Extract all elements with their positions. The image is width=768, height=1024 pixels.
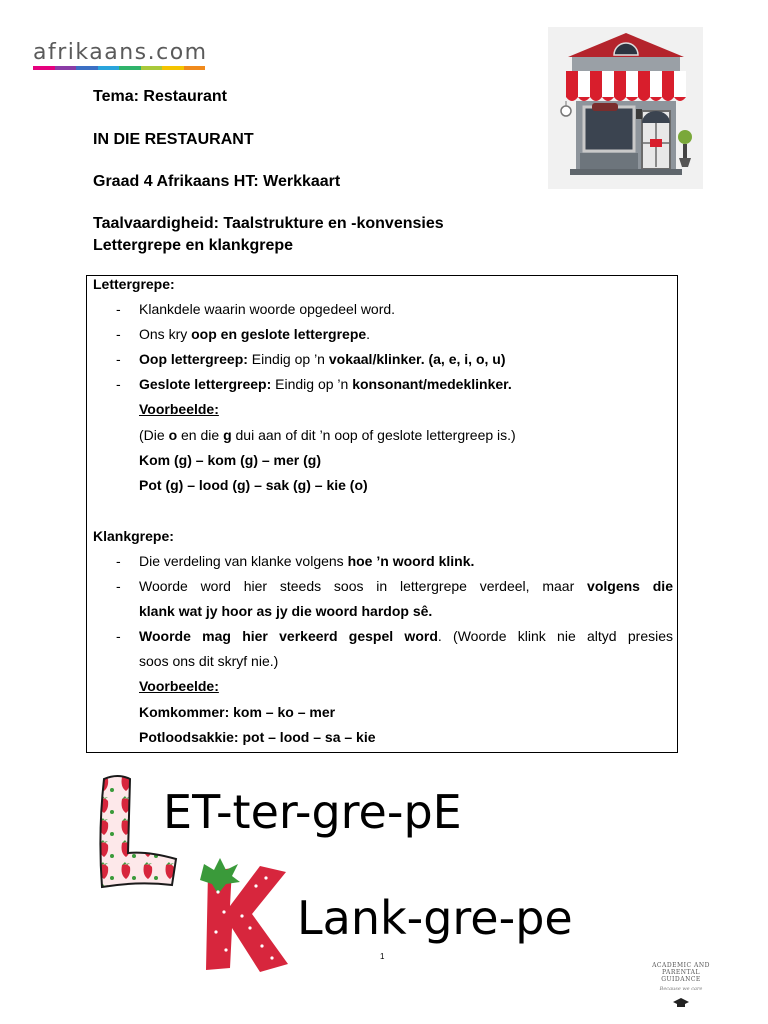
theme-heading: Tema: Restaurant — [93, 88, 227, 105]
page-number: 1 — [380, 952, 385, 961]
klankgrepe-point-2-line-1: Woorde word hier steeds soos in lettergrepe verdeel, maar volgens die — [139, 578, 673, 594]
example-pot: Pot (g) – lood (g) – sak (g) – kie (o) — [139, 477, 368, 493]
example-komkommer: Komkommer: kom – ko – mer — [139, 704, 336, 720]
examples-heading-2: Voorbeelde: — [139, 678, 219, 694]
lettergrepe-point-2: Ons kry oop en geslote lettergrepe. — [139, 326, 371, 342]
restaurant-storefront-illustration — [548, 27, 703, 189]
title-heading: IN DIE RESTAURANT — [93, 131, 254, 148]
footer-logo-line-1: ACADEMIC AND PARENTAL — [652, 962, 710, 976]
klankgrepe-point-2-line-2: klank wat jy hoor as jy die woord hardop sê. — [139, 603, 433, 619]
bullet-dash: - — [116, 628, 121, 644]
bullet-dash: - — [116, 376, 121, 392]
klankgrepe-banner-text: Lank-gre-pe — [297, 891, 573, 945]
klankgrepe-point-3-line-2: soos ons dit skryf nie.) — [139, 653, 279, 669]
examples-heading-1: Voorbeelde: — [139, 401, 219, 417]
bullet-dash: - — [116, 301, 121, 317]
lettergrepe-banner-text: ET-ter-gre-pE — [163, 785, 462, 839]
lettergrepe-heading: Lettergrepe: — [93, 276, 175, 292]
graduation-cap-icon — [634, 994, 728, 1013]
academic-guidance-logo — [634, 962, 728, 1013]
skill-heading: Taalvaardigheid: Taalstrukture en -konvensies — [93, 215, 444, 232]
bullet-dash: - — [116, 553, 121, 569]
logo-color-bar — [33, 66, 205, 70]
bullet-dash: - — [116, 326, 121, 342]
example-kom: Kom (g) – kom (g) – mer (g) — [139, 452, 322, 468]
footer-logo-line-2: GUIDANCE — [661, 976, 701, 983]
lettergrepe-point-4: Geslote lettergreep: Eindig op ’n konsonant/medeklinker. — [139, 376, 512, 392]
klankgrepe-heading: Klankgrepe: — [93, 528, 174, 544]
strawberry-letter-k-icon — [196, 856, 292, 979]
bullet-dash: - — [116, 351, 121, 367]
bullet-dash: - — [116, 578, 121, 594]
lettergrepe-point-1: Klankdele waarin woorde opgedeel word. — [139, 301, 396, 317]
site-logo — [33, 40, 208, 70]
footer-logo-tagline: Because we care — [659, 986, 703, 992]
example-potloodsakkie: Potloodsakkie: pot – lood – sa – kie — [139, 729, 376, 745]
examples-note: (Die o en die g dui aan of dit ’n oop of geslote lettergreep is.) — [139, 427, 516, 443]
grade-heading: Graad 4 Afrikaans HT: Werkkaart — [93, 173, 341, 190]
lettergrepe-point-3: Oop lettergreep: Eindig op ’n vokaal/klinker. (a, e, i, o, u) — [139, 351, 506, 367]
topic-heading: Lettergrepe en klankgrepe — [93, 237, 294, 254]
klankgrepe-point-3-line-1: Woorde mag hier verkeerd gespel word. (Woorde klink nie altyd presies — [139, 628, 673, 644]
logo-text: afrikaans.com — [33, 40, 208, 65]
klankgrepe-point-1: Die verdeling van klanke volgens hoe ’n woord klink. — [139, 553, 475, 569]
